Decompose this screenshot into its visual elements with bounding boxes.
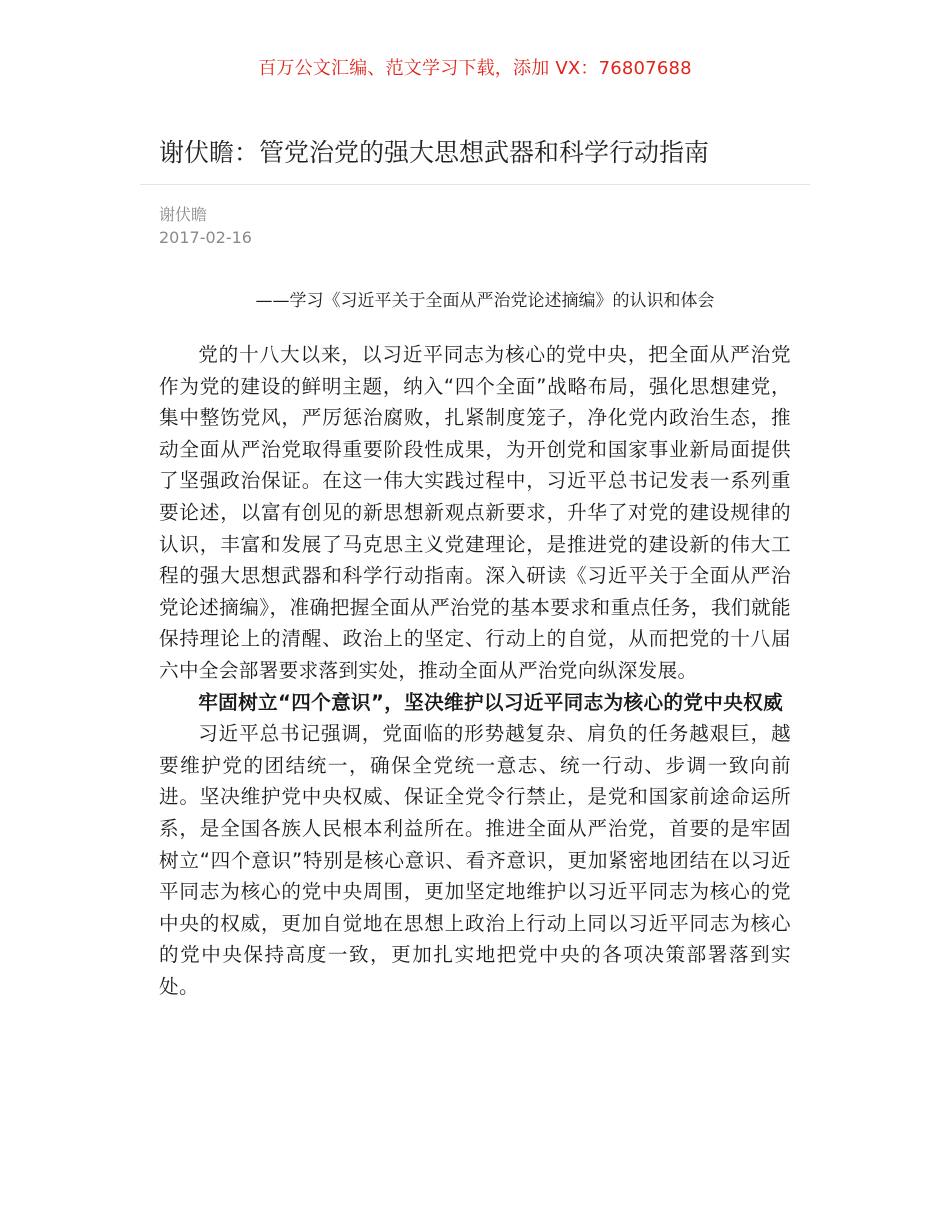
article-title: 谢伏瞻：管党治党的强大思想武器和科学行动指南 — [140, 132, 810, 185]
article-author: 谢伏瞻 — [159, 205, 208, 224]
promo-banner: 百万公文汇编、范文学习下载，添加 VX：76807688 — [258, 58, 692, 79]
article-body — [140, 249, 810, 1002]
body-paragraph: 党的十八大以来，以习近平同志为核心的党中央，把全面从严治党作为党的建设的鲜明主题，纳入“四个全面”战略布局，强化思想建党，集中整饬党风，严厉惩治腐败，扎紧制度笼子，净化党内政治生态，推动全面从严治党取得重要阶段性成果，为开创党和国家事业新局面提供了坚强政治保证。在这一伟大实践过程中，习近平总书记发表一系列重要论述，以富有创见的新思想新观点新要求，升华了对党的建设规律的认识，丰富和发展了马克思主义党建理论，是推进党的建设新的伟大工程的强大思想武器和科学行动指南。深入研读《习近平关于全面从严治党论述摘编》，准确把握全面从严治党的基本要求和重点任务，我们就能保持理论上的清醒、政治上的坚定、行动上的自觉，从而把党的十八届六中全会部署要求落到实处，推动全面从严治党向纵深发展。 — [159, 343, 791, 682]
article-meta — [140, 185, 810, 249]
section-heading: 牢固树立“四个意识”，坚决维护以习近平同志为核心的党中央权威 — [198, 690, 784, 714]
article — [140, 132, 810, 1002]
article-date: 2017-02-16 — [159, 228, 252, 247]
article-subtitle: ——学习《习近平关于全面从严治党论述摘编》的认识和体会 — [255, 291, 715, 311]
body-paragraph: 习近平总书记强调，党面临的形势越复杂、肩负的任务越艰巨，越要维护党的团结统一，确保全党统一意志、统一行动、步调一致向前进。坚决维护党中央权威、保证全党令行禁止，是党和国家前途命运所系，是全国各族人民根本利益所在。推进全面从严治党，首要的是牢固树立“四个意识”特别是核心意识、看齐意识，更加紧密地团结在以习近平同志为核心的党中央周围，更加坚定地维护以习近平同志为核心的党中央的权威，更加自觉地在思想上政治上行动上同以习近平同志为核心的党中央保持高度一致，更加扎实地把党中央的各项决策部署落到实处。 — [159, 722, 791, 998]
